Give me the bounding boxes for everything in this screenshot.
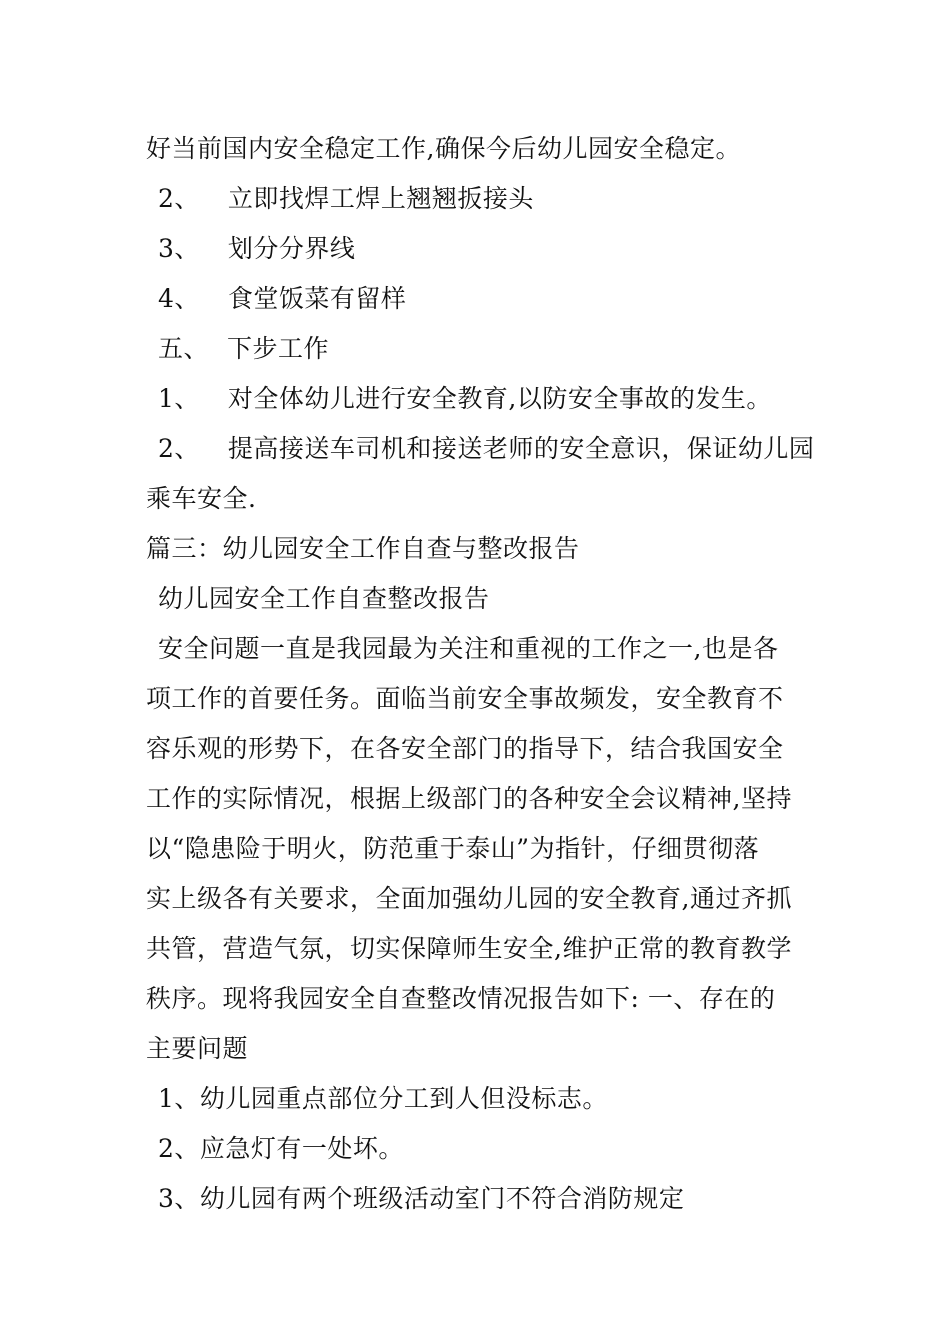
paragraph-line: 好当前国内安全稳定工作,确保今后幼儿园安全稳定。	[146, 134, 741, 163]
list-number: 3、	[158, 234, 200, 263]
list-item	[158, 434, 818, 464]
list-item-text: 立即找焊工焊上翘翘扳接头	[227, 184, 534, 213]
list-item-text: 食堂饭菜有留样	[227, 284, 407, 313]
list-item	[158, 284, 818, 314]
section-number: 五、	[158, 334, 210, 363]
list-number: 2、	[158, 184, 200, 213]
article-title: 篇三：幼儿园安全工作自查与整改报告	[146, 534, 580, 563]
list-item: 3、幼儿园有两个班级活动室门不符合消防规定	[158, 1184, 685, 1213]
paragraph-line: 秩序。现将我园安全自查整改情况报告如下: 一、存在的	[146, 984, 776, 1013]
paragraph-line: 容乐观的形势下，在各安全部门的指导下，结合我国安全	[146, 734, 784, 763]
list-item-text: 提高接送车司机和接送老师的安全意识，保证幼儿园	[227, 434, 815, 463]
paragraph-line: 主要问题	[146, 1034, 249, 1063]
list-item-text: 对全体幼儿进行安全教育,以防安全事故的发生。	[227, 384, 772, 413]
paragraph-line: 安全问题一直是我园最为关注和重视的工作之一,也是各	[158, 634, 779, 663]
section-heading	[158, 334, 818, 364]
list-item: 1、幼儿园重点部位分工到人但没标志。	[158, 1084, 608, 1113]
paragraph-line: 乘车安全.	[146, 484, 257, 513]
list-item-text: 划分分界线	[227, 234, 356, 263]
list-item: 2、应急灯有一处坏。	[158, 1134, 404, 1163]
list-number: 4、	[158, 284, 200, 313]
list-item	[158, 234, 818, 264]
paragraph-line: 实上级各有关要求，全面加强幼儿园的安全教育,通过齐抓	[146, 884, 792, 913]
list-number: 2、	[158, 434, 200, 463]
list-number: 1、	[158, 384, 200, 413]
list-item	[158, 384, 818, 414]
paragraph-line: 共管，营造气氛，切实保障师生安全,维护正常的教育教学	[146, 934, 792, 963]
section-heading-text: 下步工作	[227, 334, 330, 363]
list-item	[158, 184, 818, 214]
paragraph-line: 工作的实际情况，根据上级部门的各种安全会议精神,坚持	[146, 784, 792, 813]
report-title: 幼儿园安全工作自查整改报告	[158, 584, 490, 613]
paragraph-line: 以“隐患险于明火，防范重于泰山”为指针，仔细贯彻落	[146, 834, 760, 863]
paragraph-line: 项工作的首要任务。面临当前安全事故频发，安全教育不	[146, 684, 784, 713]
